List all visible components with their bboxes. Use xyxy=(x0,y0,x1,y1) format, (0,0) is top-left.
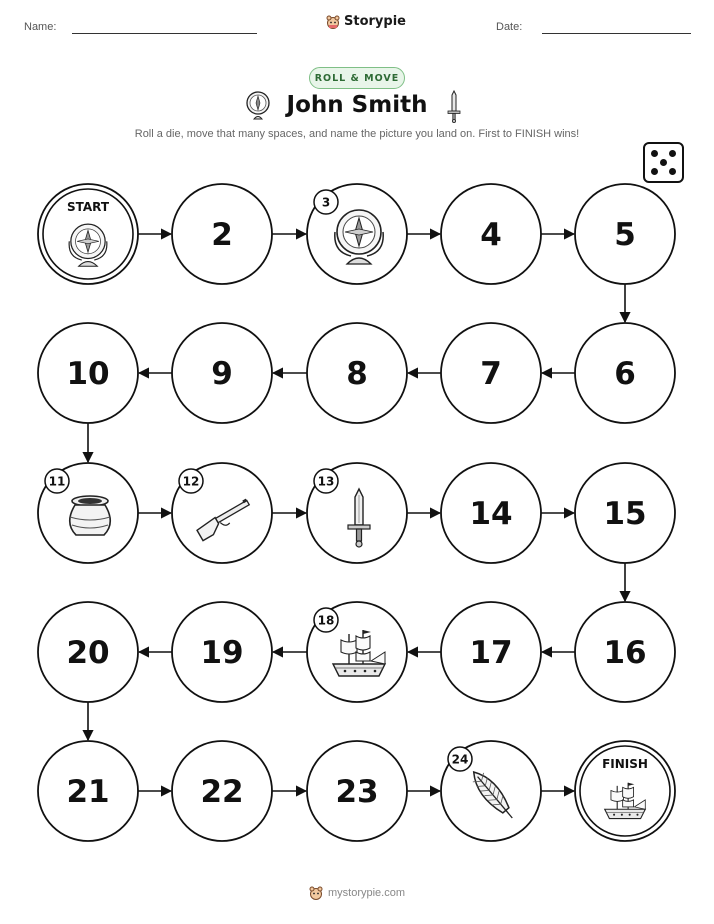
space-number: 16 xyxy=(603,635,647,671)
board-space-8[interactable] xyxy=(307,323,407,423)
board-space-15[interactable] xyxy=(575,463,675,563)
space-number: 6 xyxy=(614,356,636,392)
board-space-7[interactable] xyxy=(441,323,541,423)
space-number-badge xyxy=(314,608,338,632)
brand-name: Storypie xyxy=(344,14,406,29)
space-number: 5 xyxy=(614,217,636,253)
finish-label: FINISH xyxy=(602,757,648,771)
space-number-badge xyxy=(448,747,472,771)
space-number: 15 xyxy=(603,496,647,532)
space-number: 23 xyxy=(335,774,379,810)
board-space-20[interactable] xyxy=(38,602,138,702)
space-number-badge xyxy=(179,469,203,493)
space-number: 24 xyxy=(451,752,469,767)
instructions: Roll a die, move that many spaces, and name the picture you land on. First to FINISH wins! xyxy=(134,128,580,140)
space-number: 3 xyxy=(321,195,331,210)
board-space-12[interactable] xyxy=(172,463,272,563)
board-space-18[interactable] xyxy=(307,602,407,702)
start-space[interactable] xyxy=(38,184,138,284)
board-spaces xyxy=(38,184,675,841)
space-number: 13 xyxy=(317,474,335,489)
footer xyxy=(0,886,714,900)
board-space-21[interactable] xyxy=(38,741,138,841)
space-number: 22 xyxy=(200,774,244,810)
game-type-badge: ROLL & MOVE xyxy=(309,67,405,89)
date-label: Date: xyxy=(496,21,523,33)
board-space-2[interactable] xyxy=(172,184,272,284)
board-space-22[interactable] xyxy=(172,741,272,841)
board-space-5[interactable] xyxy=(575,184,675,284)
space-number: 12 xyxy=(182,474,200,489)
space-number-badge xyxy=(314,469,338,493)
footer-url[interactable]: mystorypie.com xyxy=(327,887,406,899)
space-number: 4 xyxy=(480,217,502,253)
board-space-17[interactable] xyxy=(441,602,541,702)
space-number: 9 xyxy=(211,356,233,392)
board-space-10[interactable] xyxy=(38,323,138,423)
space-number: 2 xyxy=(211,217,233,253)
space-number: 11 xyxy=(48,474,66,489)
space-number: 7 xyxy=(480,356,502,392)
board-space-16[interactable] xyxy=(575,602,675,702)
space-number: 10 xyxy=(66,356,110,392)
name-label: Name: xyxy=(24,21,57,33)
board-space-3[interactable] xyxy=(307,184,407,284)
space-number: 19 xyxy=(200,635,244,671)
board-space-14[interactable] xyxy=(441,463,541,563)
space-number: 21 xyxy=(66,774,110,810)
space-number: 14 xyxy=(469,496,513,532)
board-space-4[interactable] xyxy=(441,184,541,284)
pot-icon xyxy=(70,496,111,535)
finish-space[interactable] xyxy=(575,741,675,841)
page-title: John Smith xyxy=(286,92,428,118)
space-number: 17 xyxy=(469,635,513,671)
board-space-9[interactable] xyxy=(172,323,272,423)
board-space-23[interactable] xyxy=(307,741,407,841)
storypie-mascot-icon xyxy=(309,886,323,900)
space-number-badge xyxy=(314,190,338,214)
space-number: 20 xyxy=(66,635,110,671)
space-number: 18 xyxy=(317,613,335,628)
board-space-24[interactable] xyxy=(441,741,541,841)
board-space-13[interactable] xyxy=(307,463,407,563)
space-number-badge xyxy=(45,469,69,493)
board-space-6[interactable] xyxy=(575,323,675,423)
board-space-11[interactable] xyxy=(38,463,138,563)
start-label: START xyxy=(66,200,110,214)
board-space-19[interactable] xyxy=(172,602,272,702)
space-number: 8 xyxy=(346,356,368,392)
